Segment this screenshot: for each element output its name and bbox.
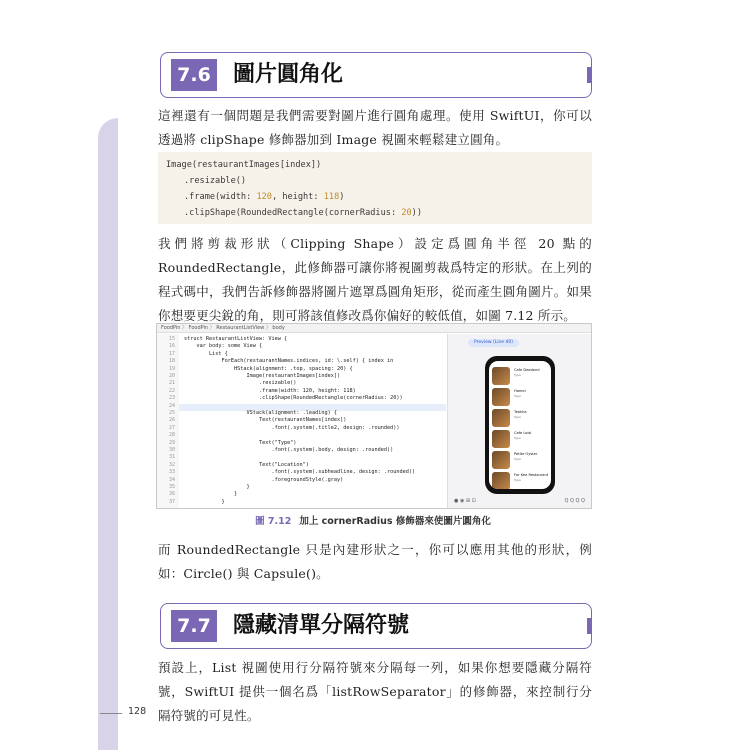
header-notch — [587, 67, 592, 83]
code-line-2: .resizable() — [184, 176, 247, 186]
paragraph-intro: 這裡還有一個問題是我們需要對圖片進行圓角處理。使用 SwiftUI，你可以透過將 clipShape 修飾器加到 Image 視圖來輕鬆建立圓角。 — [158, 108, 592, 147]
restaurant-name: Teakha — [514, 410, 527, 414]
editor-code-line: .clipShape(RoundedRectangle(cornerRadius: 20)) — [184, 395, 403, 402]
list-item — [492, 367, 550, 387]
editor-code-line: } — [184, 491, 238, 498]
editor-code-line: ForEach(restaurantNames.indices, id: \.self) { index in — [184, 358, 394, 365]
line-number: 31 — [168, 454, 175, 461]
editor-code-line: .font(.system(.title2, design: .rounded)) — [184, 424, 400, 431]
line-number: 35 — [168, 484, 175, 490]
paragraph-explanation: 我們將剪裁形狀（Clipping Shape）設定爲圓角半徑 20 點的 RoundedRectangle，此修飾器可讓你將視圖剪裁爲特定的形狀。在上列的程式碼中，我們告訴修飾器將圖片遮罩爲圓角矩形，從而產生圓角圖片。如果你想要更尖銳的角，則可將該值修改爲你偏好的較低值，如圖 7.12 所示。 — [158, 236, 592, 323]
line-number: 22 — [168, 387, 175, 394]
restaurant-name: Cafe Deadend — [514, 368, 540, 372]
paragraph-separator: 預設上，List 視圖使用行分隔符號來分隔每一列，如果你想要隱藏分隔符號，SwiftUI 提供一個名爲「listRowSeparator」的修飾器，來控制行分隔符號的可見性。 — [158, 660, 592, 723]
editor-code-line: } — [184, 498, 225, 505]
editor-code-line: struct RestaurantListView: View { — [184, 336, 288, 342]
line-number: 18 — [168, 358, 175, 365]
restaurant-type: Type — [514, 436, 521, 440]
restaurant-name: Cafe Loisl — [514, 431, 532, 435]
section-title: 圖片圓角化 — [233, 62, 344, 87]
figure-caption — [156, 513, 590, 527]
page-number: 128 — [128, 706, 147, 717]
editor-code-line: VStack(alignment: .leading) { — [184, 410, 338, 416]
editor-code-line: .font(.system(.body, design: .rounded)) — [184, 447, 394, 453]
editor-code-line: .foregroundStyle(.gray) — [184, 476, 344, 483]
restaurant-name: For Kee Restaurant — [514, 473, 549, 477]
paragraph-shapes: 而 RoundedRectangle 只是內建形狀之一，你可以應用其他的形狀，例如：Circle() 與 Capsule()。 — [158, 542, 592, 581]
line-number: 25 — [168, 410, 175, 416]
list-item — [492, 430, 550, 450]
restaurant-thumbnail — [492, 472, 510, 489]
line-number: 36 — [168, 491, 175, 498]
code-line-1: Image(restaurantImages[index]) — [166, 160, 322, 170]
xcode-screenshot — [156, 323, 592, 509]
list-item — [492, 472, 550, 489]
line-number: 37 — [168, 498, 175, 505]
line-number: 17 — [168, 350, 175, 357]
preview-toolbar-left: ● ◉ ⊞ ⊡ — [454, 498, 476, 504]
line-number: 29 — [168, 439, 175, 446]
list-item — [492, 409, 550, 429]
phone-frame — [485, 356, 555, 494]
line-number: 16 — [168, 343, 175, 350]
preview-canvas — [447, 334, 591, 508]
line-number: 24 — [168, 402, 175, 409]
page-number-rule — [100, 713, 122, 714]
editor-code-line: HStack(alignment: .top, spacing: 20) { — [184, 365, 353, 372]
editor-code-line: .resizable() — [184, 380, 297, 387]
line-number: 33 — [168, 469, 175, 476]
section-number: 7.7 — [171, 610, 217, 642]
header-notch — [587, 618, 592, 634]
editor-code-line: .frame(width: 120, height: 118) — [184, 387, 356, 394]
editor-code-line: Text(restaurantNames[index]) — [184, 417, 347, 424]
editor-code-line: .font(.system(.subheadline, design: .rounded)) — [184, 469, 416, 476]
section-header-7-6 — [160, 52, 592, 98]
restaurant-type: Type — [514, 478, 521, 482]
figure-number: 圖 7.12 — [255, 516, 292, 527]
editor-code-line: var body: some View { — [184, 343, 263, 350]
line-number: 34 — [168, 476, 175, 483]
editor-code-line: Text("Location") — [184, 461, 309, 468]
editor-code-line: Text("Type") — [184, 439, 297, 446]
restaurant-thumbnail — [492, 409, 510, 427]
section-number: 7.6 — [171, 59, 217, 91]
xcode-breadcrumb: FoodPin 〉 FoodPin 〉 RestaurantListView 〉 body — [157, 324, 591, 333]
line-number: 23 — [168, 395, 175, 402]
restaurant-thumbnail — [492, 430, 510, 448]
line-number: 28 — [168, 432, 175, 439]
restaurant-thumbnail — [492, 388, 510, 406]
preview-pill: Preview (Line 40) — [468, 339, 519, 347]
line-number: 30 — [168, 447, 175, 453]
list-item — [492, 451, 550, 471]
section-header-7-7 — [160, 603, 592, 649]
line-number: 26 — [168, 417, 175, 424]
restaurant-thumbnail — [492, 367, 510, 385]
page-edge-decoration — [98, 118, 118, 750]
line-number: 15 — [168, 336, 175, 342]
section-title: 隱藏清單分隔符號 — [233, 613, 410, 638]
preview-toolbar-right: Q Q Q Q — [564, 498, 585, 504]
restaurant-type: Type — [514, 373, 521, 377]
restaurant-type: Type — [514, 415, 521, 419]
phone-screen — [489, 361, 551, 489]
line-number: 27 — [168, 424, 175, 431]
line-number: 21 — [168, 380, 175, 387]
code-line-4: .clipShape(RoundedRectangle(cornerRadius: 20)) — [184, 208, 423, 218]
editor-code-line: List { — [184, 350, 228, 357]
restaurant-name: Petite Oyster — [514, 452, 538, 456]
restaurant-type: Type — [514, 394, 521, 398]
restaurant-thumbnail — [492, 451, 510, 469]
list-item — [492, 388, 550, 408]
line-number: 32 — [168, 461, 175, 468]
restaurant-type: Type — [514, 457, 521, 461]
editor-code-line: } — [184, 484, 250, 490]
restaurant-name: Homei — [514, 389, 526, 393]
code-line-3: .frame(width: 120, height: 118) — [184, 192, 345, 202]
figure-caption-text: 加上 cornerRadius 修飾器來使圖片圓角化 — [299, 516, 491, 527]
code-block — [158, 152, 592, 224]
line-number: 19 — [168, 365, 175, 372]
line-number: 20 — [168, 373, 175, 379]
editor-code-line: Image(restaurantImages[index]) — [184, 373, 341, 379]
